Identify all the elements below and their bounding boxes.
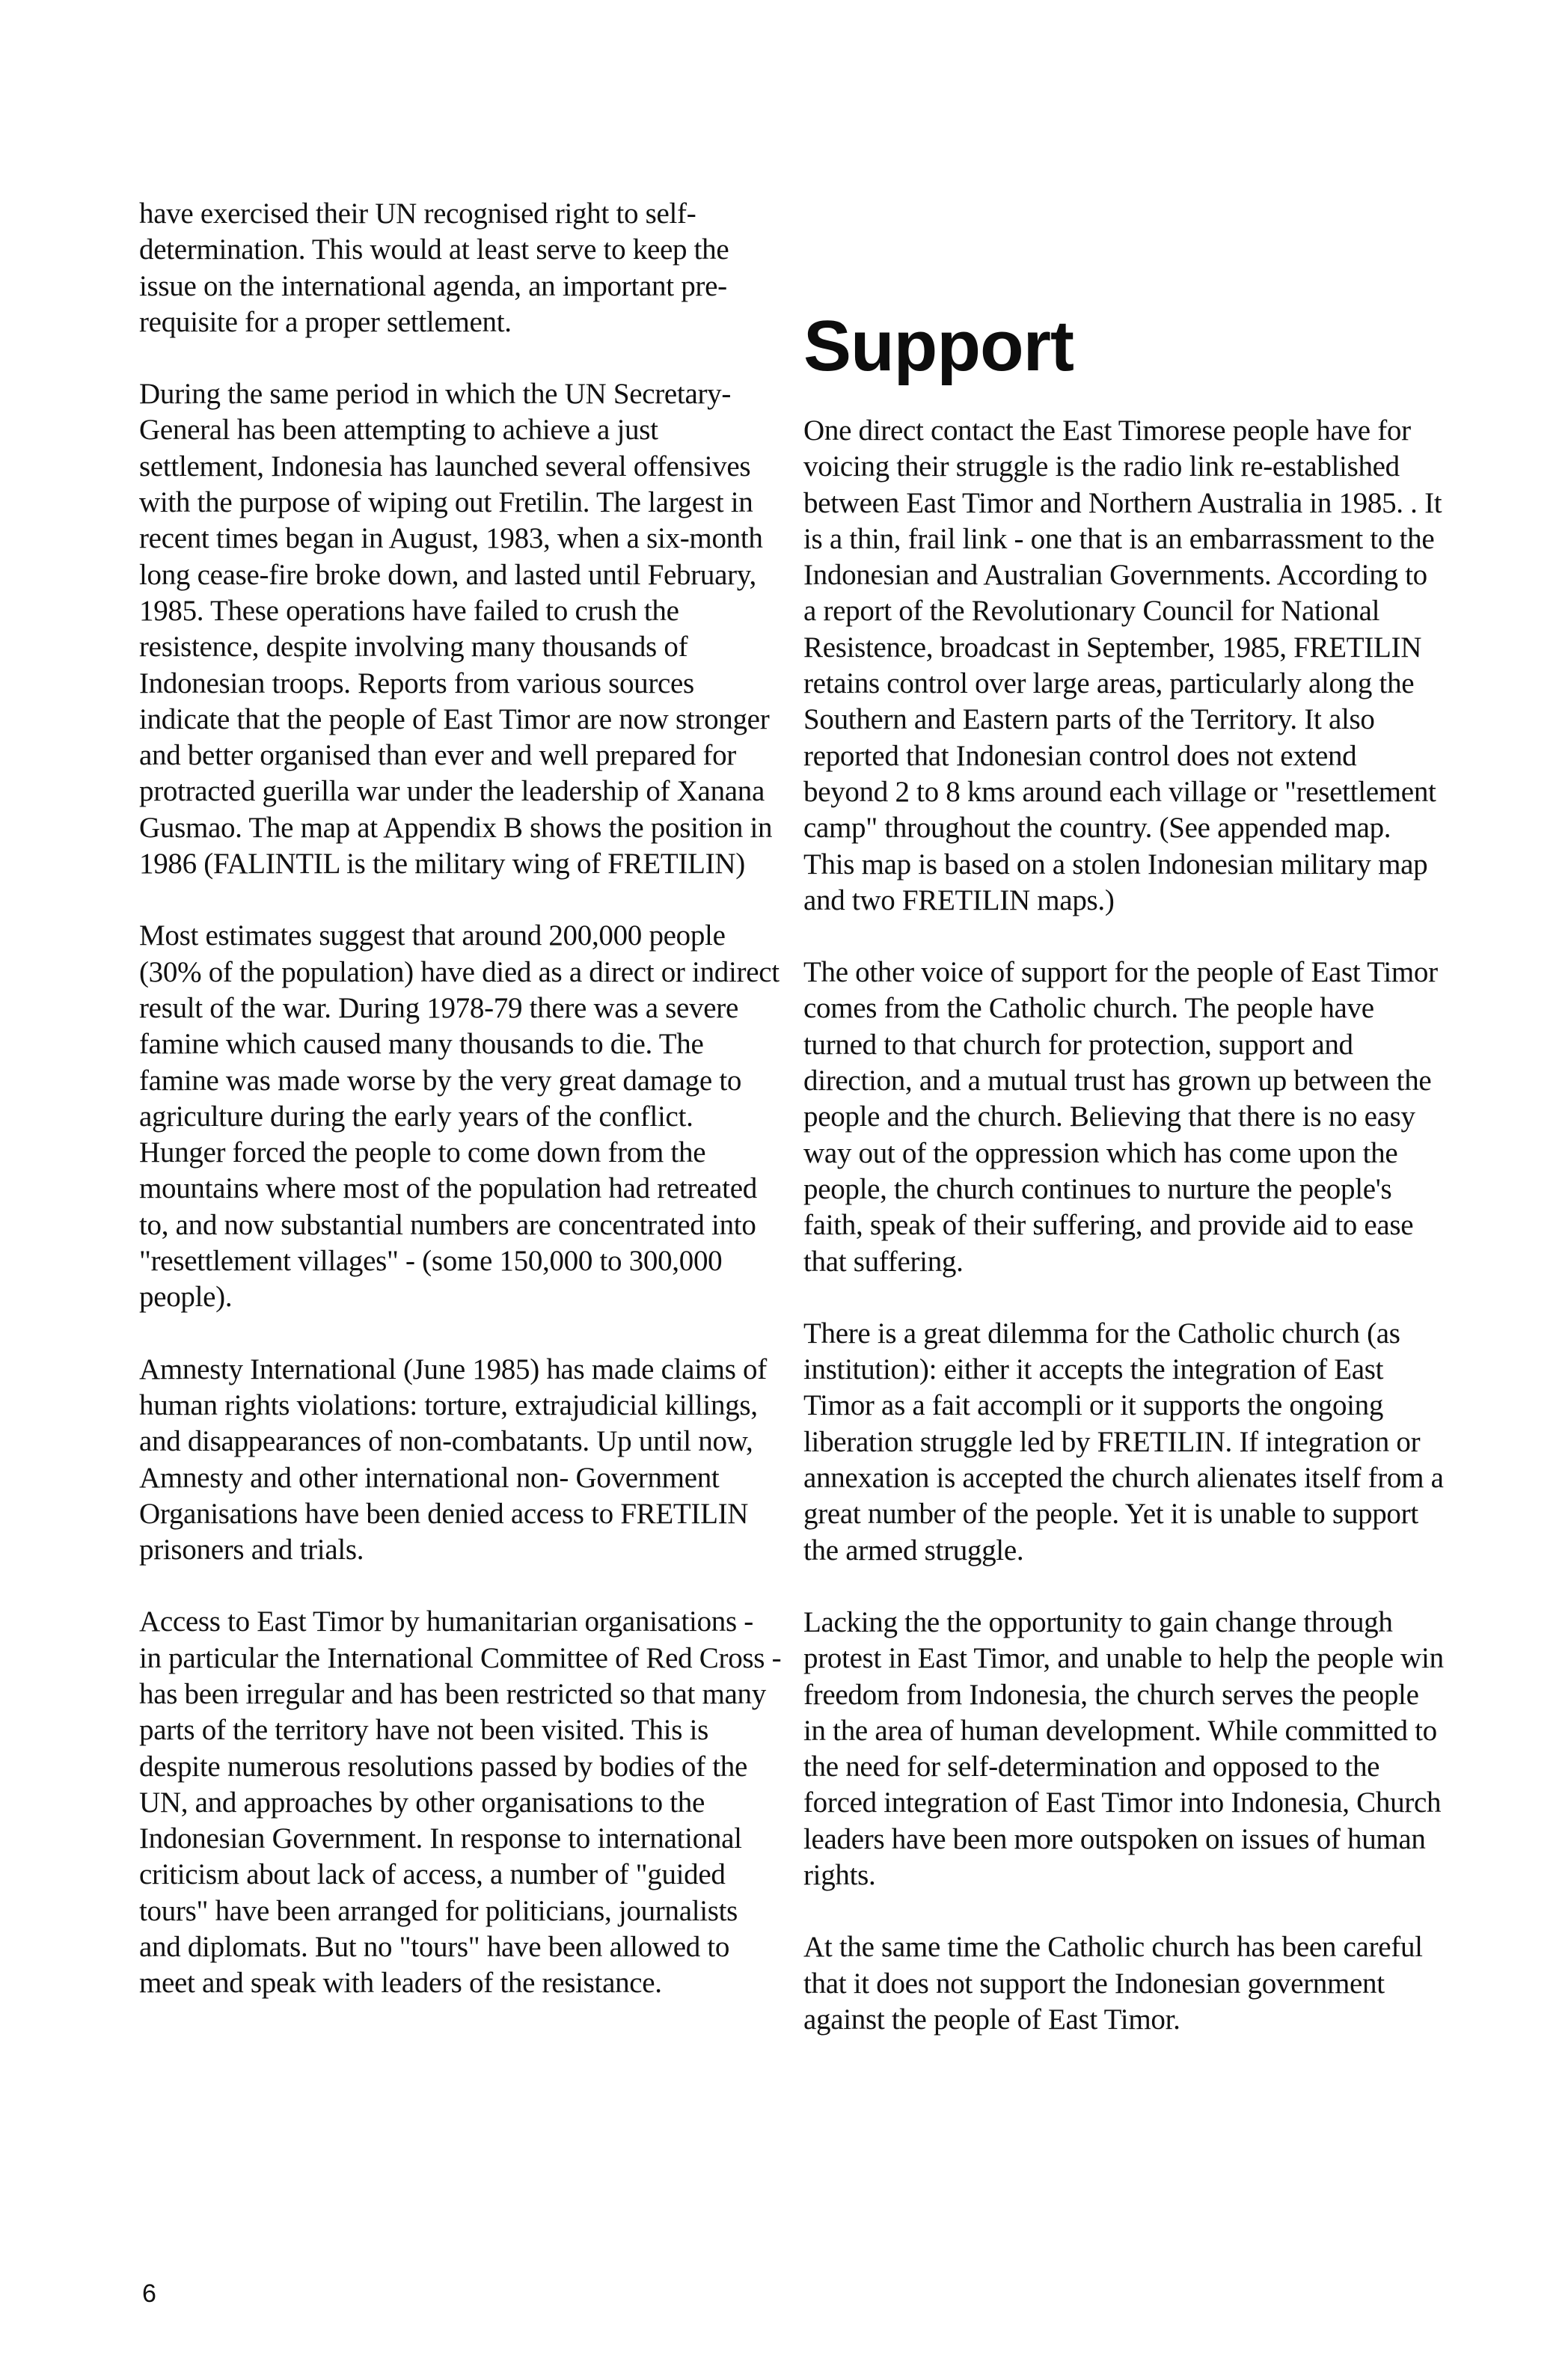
paragraph-catholic-church: The other voice of support for the people of East Timor comes from the Catholic church. The people have turned to that church for protection, support and direction, and a mutual trust has grown up between the people and the church. Believing that there is no easy way out of the oppression which has come upon the people, the church continues to nurture the people's faith, speak of their suffering, and provide aid to ease that suffering. <box>803 956 1438 1278</box>
paragraph-death-estimates: Most estimates suggest that around 200,000 people (30% of the population) have died as a direct or indirect result of the war. During 1978-79 there was a severe famine which caused many thousands to die. The famine was made worse by the very great damage to agriculture during the early years of the conflict. Hunger forced the people to come down from the mountains where most of the population had retreated to, and now substantial numbers are concentrated into "resettlement villages" - (some 150,000 to 300,000 people). <box>139 919 780 1314</box>
paragraph-church-caution: At the same time the Catholic church has been careful that it does not support the Indonesian government against the people of East Timor. <box>803 1931 1423 2036</box>
paragraph-amnesty: Amnesty International (June 1985) has made claims of human rights violations: torture, extrajudicial killings, and disappearances of non-combatants. Up until now, Amnesty and other international non- Government Organisations have been denied access to FRETILIN prisoners and trials. <box>139 1353 767 1567</box>
left-column <box>139 196 783 2038</box>
paragraph-radio-link: One direct contact the East Timorese people have for voicing their struggle is the radio link re-established between East Timor and Northern Australia in 1985. . It is a thin, frail link - one that is an embarrassment to the Indonesian and Australian Governments. According to a report of the Revolutionary Council for National Resistence, broadcast in September, 1985, FRETILIN retains control over large areas, particularly along the Southern and Eastern parts of the Territory. It also reported that Indonesian control does not extend beyond 2 to 8 kms around each village or "resettlement camp" throughout the country. (See appended map. This map is based on a stolen Indonesian military map and two FRETILIN maps.) <box>803 414 1442 916</box>
section-heading: Support <box>803 306 1074 386</box>
paragraph-church-dilemma: There is a great dilemma for the Catholic church (as institution): either it accepts the integration of East Timor as a fait accompli or it supports the ongoing liberation struggle led by FRETILIN. If integration or annexation is accepted the church alienates itself from a great number of the people. Yet it is unable to support the armed struggle. <box>803 1317 1444 1567</box>
right-column <box>803 196 1447 2074</box>
paragraph-offensives: During the same period in which the UN Secretary-General has been attempting to achieve a just settlement, Indonesia has launched several offensives with the purpose of wiping out Fretilin. The largest in recent times began in August, 1983, when a six-month long cease-fire broke down, and lasted until February, 1985. These operations have failed to crush the resistence, despite involving many thousands of Indonesian troops. Reports from various sources indicate that the people of East Timor are now stronger and better organised than ever and well prepared for protracted guerilla war under the leadership of Xanana Gusmao. The map at Appendix B shows the position in 1986 (FALINTIL is the military wing of FRETILIN) <box>139 378 773 881</box>
paragraph-humanitarian-access: Access to East Timor by humanitarian organisations - in particular the International Committee of Red Cross - has been irregular and has been restricted so that many parts of the territory have not been visited. This is despite numerous resolutions passed by bodies of the UN, and approaches by other organisations to the Indonesian Government. In response to international criticism about lack of access, a number of "guided tours" have been arranged for politicians, journalists and diplomats. But no "tours" have been allowed to meet and speak with leaders of the resistance. <box>139 1605 782 2000</box>
paragraph-human-development: Lacking the the opportunity to gain change through protest in East Timor, and unable to help the people win freedom from Indonesia, the church serves the people in the area of human development. While committed to the need for self-determination and opposed to the forced integration of East Timor into Indonesia, Church leaders have been more outspoken on issues of human rights. <box>803 1605 1444 1891</box>
page-number: 6 <box>142 2279 156 2308</box>
paragraph-self-determination: have exercised their UN recognised right to self-determination. This would at least serve to keep the issue on the international agenda, an important pre-requisite for a proper settlement. <box>139 197 729 338</box>
